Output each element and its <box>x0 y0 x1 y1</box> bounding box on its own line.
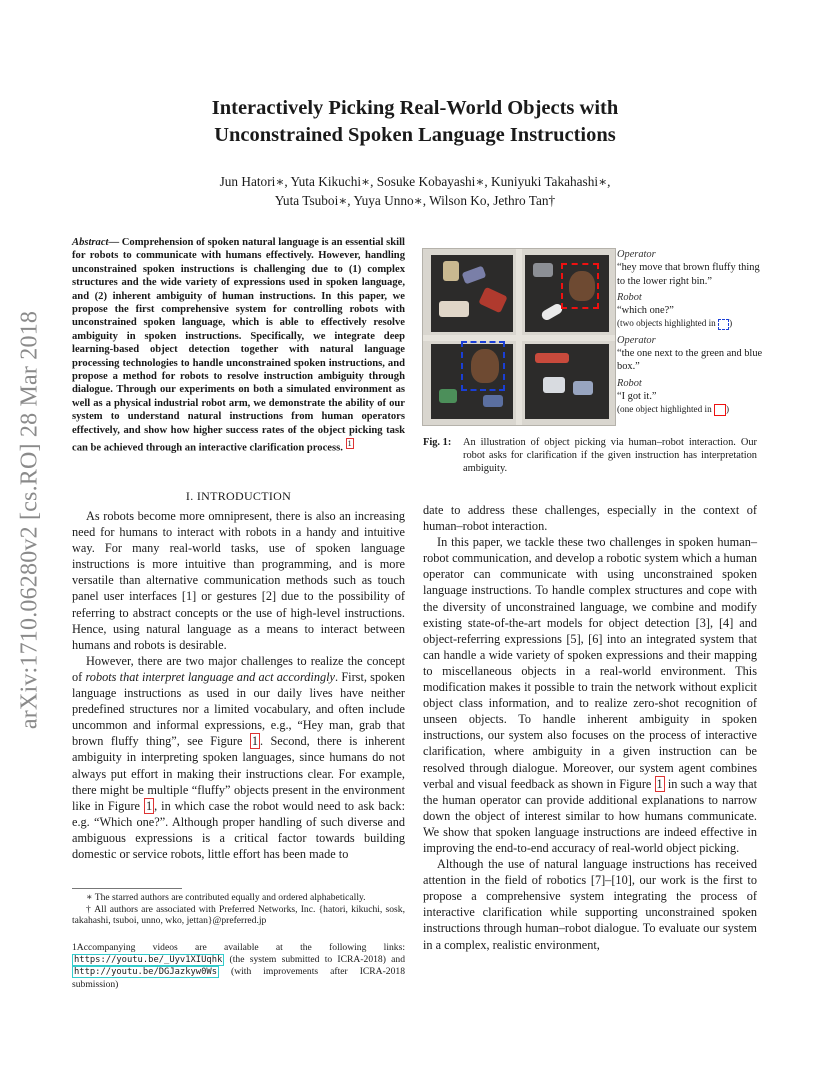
video-link-2[interactable]: http://youtu.be/DGJazkyw0Ws <box>74 967 217 978</box>
red-box-icon <box>714 404 726 416</box>
p3-part-a: In this paper, we tackle these two challenges in spoken human–robot communication, and develop a robotic system which a human operator can communicate with using unconstrained spoken language instructions. To handle complex structures and cope with the diversity of unconstrained language, we combine and modify existing state-of-the-art models for object detection [3], [4] and object-referring expressions [5], [6] into an integrated system that can handle a wide variety of spoken expressions and their mapping to miscellaneous objects in a real-world environment. This modification makes it possible to train the network without explicit object class information, and to realize zero-shot recognition of unseen objects. To handle inherent ambiguity in spoken instructions, our system also focuses on the process of interactive clarification, where ambiguity in a given instruction can be resolved through dialogue. Moreover, our system agent combines verbal and visual feedback as shown in Figure <box>423 535 757 791</box>
right-column <box>423 502 757 953</box>
footnote-rule <box>72 888 182 889</box>
continued-paragraph: date to address these challenges, especially in the context of human–robot interaction. <box>423 503 757 534</box>
intro-paragraph-3 <box>423 534 757 856</box>
abstract <box>72 236 405 455</box>
p2-part-b: . First, spoken language instructions as used in our daily lives have neither predefined structures nor a limited vocabulary, and often include uncommon and informal expressions, e.g., “Hey man, grab that brown fluffy thing”, see Figure <box>72 669 406 749</box>
robot-note-2-post: ) <box>725 404 730 415</box>
title-line-1: Interactively Picking Real-World Objects with <box>211 97 619 119</box>
p2-part-c: . Second, there is inherent ambiguity in interpreting spoken languages, since humans do not always put effort in making their instructions clear. For example, there might be multiple “fluffy” objects present in the environment like in Figure <box>72 734 406 813</box>
robot-role-2: Robot <box>617 377 642 389</box>
operator-text-1: “hey move that brown fluffy thing to the lower right bin.” <box>617 262 760 287</box>
p2-emphasis: robots that interpret language and act accordingly <box>85 669 336 684</box>
intro-paragraph-4: Although the use of natural language instructions has received attention in the field of robotics [7]–[10], our work is the first to propose a comprehensive system integrating the process of interactive clarification while supporting unconstrained spoken instructions through human–robot dialogue. To evaluate our system in a complex, realistic environment, <box>423 857 757 952</box>
object-blue-box <box>483 395 503 407</box>
blue-box-icon <box>718 319 729 330</box>
abstract-footnote-link[interactable]: 1 <box>347 439 352 449</box>
p2-part-d: , in which case the robot would need to ask back: e.g. “Which one?”. Although proper handling of such diverse and ambiguous expressions is a critical factor towards building domestic or service robots, little effort has been made to <box>72 798 405 861</box>
highlight-red-box <box>561 263 599 309</box>
author-footnotes <box>72 892 405 927</box>
intro-paragraph-1: As robots become more omnipresent, there is also an increasing need for humans to interact with robots in a handy and intuitive way. For many real-world tasks, use of spoken language instructions is more intuitive than programming, and is more versatile than alternative communication methods such as touch panel user interfaces [1] or gestures [2] due to the possibility of referring to abstract concepts or the use of high-level instructions. Hence, using natural language as a means to interact between humans and robots is desirable. <box>72 509 405 652</box>
p3-part-b: in such a way that the human operator can provide additional explanations to narrow down the object of interest similar to how humans communicate. We show that spoken language instructions are indeed effective in improving the end-to-end accuracy of real-world object picking. <box>423 776 757 855</box>
fn1-pre: 1Accompanying videos are available at the following links: <box>72 942 405 953</box>
arxiv-id: arXiv:1710.06280v2 [cs.RO] 28 Mar 2018 <box>16 310 43 730</box>
title-line-2: Unconstrained Spoken Language Instructions <box>214 124 616 146</box>
figure-ref-link[interactable]: 1 <box>656 776 663 791</box>
authors-line-1: Jun Hatori∗, Yuta Kikuchi∗, Sosuke Kobayashi∗, Kuniyuki Takahashi∗, <box>219 174 611 189</box>
operator-role-1: Operator <box>617 249 656 260</box>
object-block <box>543 377 565 393</box>
figure-1-dialogue <box>617 248 767 417</box>
figure-1-caption <box>423 437 757 474</box>
robot-text-2: “I got it.” <box>617 390 657 402</box>
figure-ref-link[interactable]: 1 <box>251 734 258 749</box>
robot-note-2 <box>617 403 767 416</box>
robot-note-2-pre: (one object highlighted in <box>617 404 714 415</box>
fn1-mid: (the system submitted to ICRA-2018) and <box>224 953 405 965</box>
authors-line-2: Yuta Tsuboi∗, Yuya Unno∗, Wilson Ko, Jethro Tan† <box>274 193 556 208</box>
caption-label: Fig. 1: <box>423 437 452 448</box>
robot-note-1-pre: (two objects highlighted in <box>617 318 719 329</box>
fn1-post: (with improvements after ICRA-2018 submission) <box>72 966 405 990</box>
highlight-blue-box <box>461 341 505 391</box>
abstract-text: — Comprehension of spoken natural language is an essential skill for robots to communicate with humans effectively. However, handling unconstrained spoken instructions is challenging due to (1) complex structures and the wide variety of expressions used in spoken language, and (2) inherent ambiguity of human instructions. In this paper, we propose the first comprehensive system for controlling robots with unconstrained spoken language, which is able to effectively resolve ambiguity in spoken instructions. Specifically, we integrate deep learning-based object detection together with natural language processing technologies to handle unconstrained spoken instructions, and propose a method for robots to resolve instruction ambiguity through dialogue. Through our experiments on both a simulated environment as well as a physical industrial robot arm, we demonstrate the ability of our system to understand natural instructions from human operators effectively, and show how higher success rates of the object picking task can be achieved through an interactive clarification process. <box>72 237 405 454</box>
object-toothpaste <box>535 353 569 363</box>
affiliation-note: † All authors are associated with Preferred Networks, Inc. {hatori, kikuchi, sosk, takahashi, tsuboi, unno, wko, jettan}@preferred.jp <box>72 903 405 927</box>
object-box <box>443 261 459 281</box>
video-footnote <box>72 942 405 990</box>
section-heading: I. INTRODUCTION <box>185 489 292 503</box>
object-can <box>573 381 593 395</box>
author-list <box>120 172 710 210</box>
abstract-label: Abstract <box>72 237 109 248</box>
figure-1-photo <box>422 248 616 426</box>
caption-text: An illustration of object picking via human–robot interaction. Our robot asks for clarification if the given instruction has interpretation ambiguity. <box>463 437 757 474</box>
intro-paragraph-2 <box>72 653 405 862</box>
operator-text-2: “the one next to the green and blue box.” <box>617 348 763 373</box>
p2-part-a: However, there are two major challenges to realize the concept of <box>72 653 405 684</box>
video-link-1[interactable]: https://youtu.be/_Uyv1XIUqhk <box>74 954 223 965</box>
bin-divider-vertical <box>516 249 522 425</box>
robot-note-1 <box>617 317 767 330</box>
figure-ref-link[interactable]: 1 <box>145 798 153 813</box>
robot-note-1-post: ) <box>729 318 733 329</box>
object-green-box <box>439 389 457 403</box>
robot-text-1: “which one?” <box>617 305 674 317</box>
arxiv-sidebar <box>10 275 50 765</box>
left-column <box>72 508 405 862</box>
object-tin <box>533 263 553 277</box>
robot-role-1: Robot <box>617 291 642 303</box>
object-pack <box>439 301 469 317</box>
starred-note: ∗ The starred authors are contributed equally and ordered alphabetically. <box>86 892 366 903</box>
operator-role-2: Operator <box>617 334 656 346</box>
paper-title <box>120 95 710 149</box>
